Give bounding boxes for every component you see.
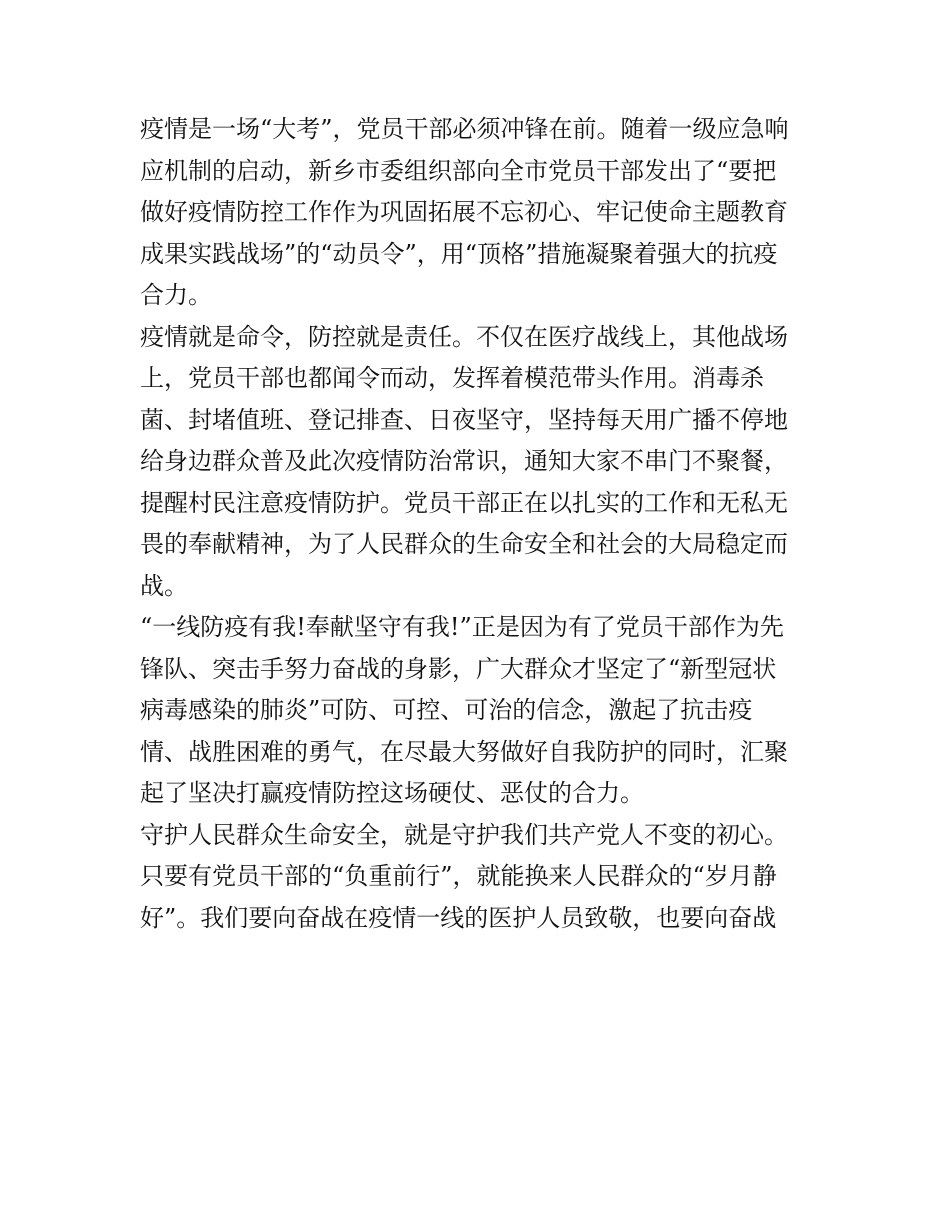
text-line: 战。 [140,571,188,600]
document-body [140,109,812,939]
text-line: 畏的奉献精神，为了人民群众的生命安全和社会的大局稳定而 [140,530,788,558]
text-line: 疫情就是命令，防控就是责任。不仅在医疗战线上，其他战场 [140,322,788,351]
text-line: 合力。 [140,281,212,309]
text-line: 疫情是一场“大考”，党员干部必须冲锋在前。随着一级应急响 [140,115,789,143]
text-line: 情、战胜困难的勇气，在尽最大努做好自我防护的同时，汇聚 [140,737,788,766]
text-line: “一线防疫有我!奉献坚守有我!”正是因为有了党员干部作为先 [140,613,784,641]
text-line: 做好疫情防控工作作为巩固拓展不忘初心、牢记使命主题教育 [140,198,788,226]
text-line: 给身边群众普及此次疫情防治常识，通知大家不串门不聚餐， [140,447,788,475]
text-line: 应机制的启动，新乡市委组织部向全市党员干部发出了“要把 [140,156,777,185]
text-line: 上，党员干部也都闻令而动，发挥着模范带头作用。消毒杀 [140,364,764,392]
text-line: 好”。我们要向奋战在疫情一线的医护人员致敬，也要向奋战 [140,903,777,932]
text-line: 守护人民群众生命安全，就是守护我们共产党人不变的初心。 [140,820,788,849]
text-line: 起了坚决打赢疫情防控这场硬仗、恶仗的合力。 [140,779,644,807]
text-line: 提醒村民注意疫情防护。党员干部正在以扎实的工作和无私无 [140,488,788,517]
text-line: 病毒感染的肺炎”可防、可控、可治的信念，激起了抗击疫 [140,696,753,724]
text-line: 只要有党员干部的“负重前行”，就能换来人民群众的“岁月静 [140,862,777,890]
text-line: 锋队、突击手努力奋战的身影，广大群众才坚定了“新型冠状 [140,654,777,683]
text-line: 菌、封堵值班、登记排查、日夜坚守，坚持每天用广播不停地 [140,405,788,434]
text-line: 成果实践战场”的“动员令”，用“顶格”措施凝聚着强大的抗疫 [140,239,778,268]
